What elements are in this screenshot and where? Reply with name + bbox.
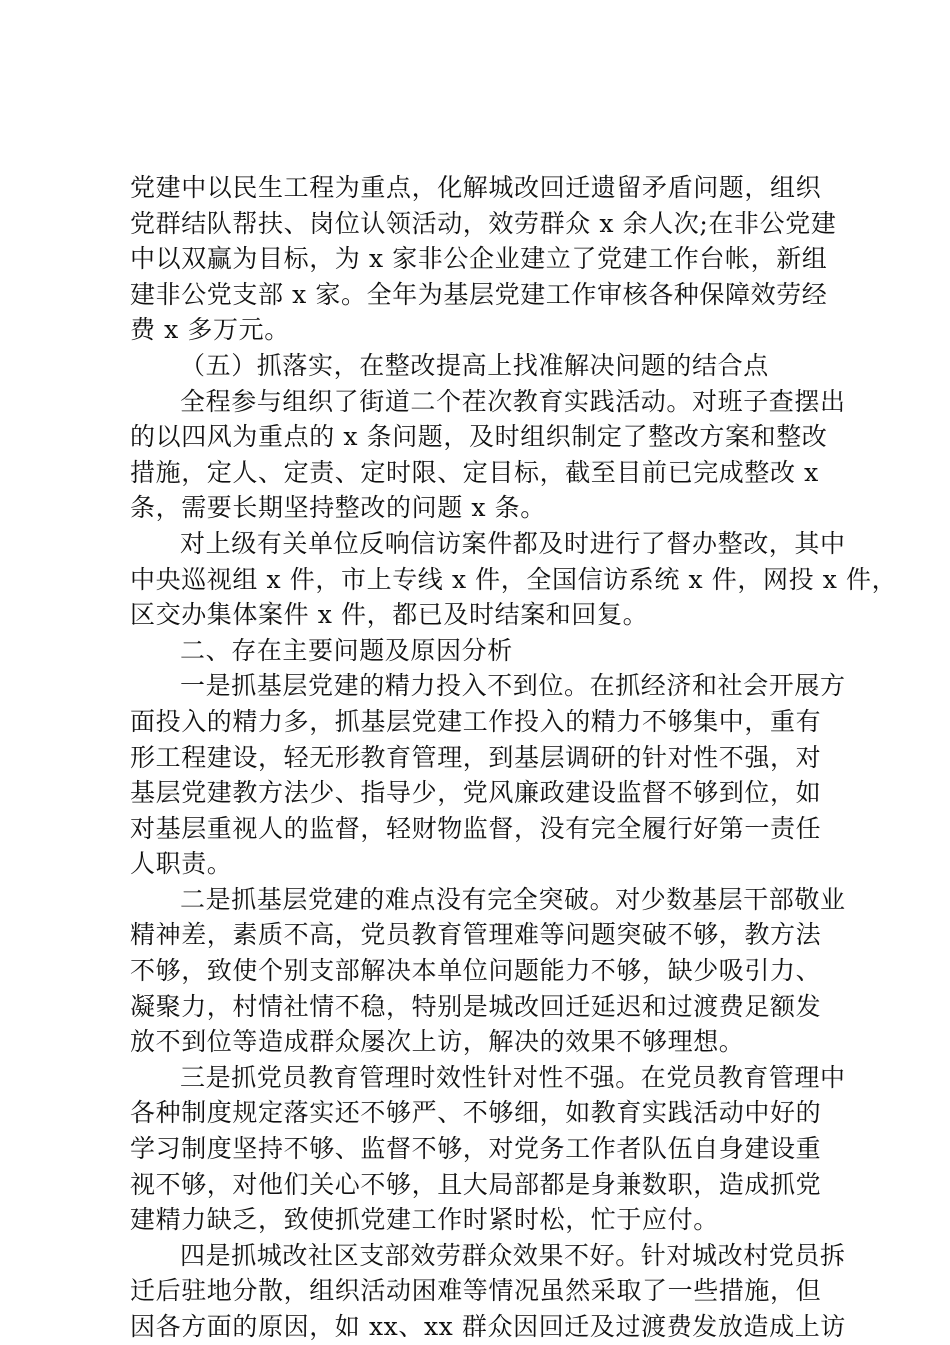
text-line: 放不到位等造成群众屡次上访，解决的效果不够理想。	[130, 1027, 745, 1057]
text-line: 全程参与组织了街道二个茬次教育实践活动。对班子查摆出	[180, 386, 846, 416]
paragraph-p4	[130, 526, 898, 633]
text-line: 不够，致使个别支部解决本单位问题能力不够，缺少吸引力、	[130, 956, 822, 986]
document-body	[130, 170, 898, 1345]
paragraph-p6	[130, 668, 846, 882]
text-line: 二是抓基层党建的难点没有完全突破。对少数基层干部敬业	[180, 884, 846, 914]
text-line: 人职责。	[130, 849, 233, 879]
text-line: 基层党建教方法少、指导少，党风廉政建设监督不够到位，如	[130, 778, 822, 808]
text-line: 条，需要长期坚持整改的问题 x 条。	[130, 493, 546, 523]
paragraph-p3	[130, 384, 846, 526]
text-line: 党群结队帮扶、岗位认领活动，效劳群众 x 余人次;在非公党建	[130, 208, 837, 238]
text-line: 一是抓基层党建的精力投入不到位。在抓经济和社会开展方	[180, 671, 846, 701]
text-line: 对上级有关单位反响信访案件都及时进行了督办整改，其中	[180, 528, 846, 558]
text-line: 费 x 多万元。	[130, 315, 290, 345]
text-line: 学习制度坚持不够、监督不够，对党务工作者队伍自身建设重	[130, 1134, 822, 1164]
paragraph-p2	[130, 348, 826, 384]
text-line: 因各方面的原因，如 xx、xx 群众因回迁及过渡费发放造成上访	[130, 1312, 846, 1341]
paragraph-p5	[130, 633, 826, 669]
text-line: 中央巡视组 x 件，市上专线 x 件，全国信访系统 x 件，网投 x 件，	[130, 564, 898, 594]
text-line: 视不够，对他们关心不够，且大局部都是身兼数职，造成抓党	[130, 1169, 822, 1199]
text-line: 三是抓党员教育管理时效性针对性不强。在党员教育管理中	[180, 1062, 846, 1092]
text-line: 二、存在主要问题及原因分析	[180, 635, 513, 665]
text-line: 区交办集体案件 x 件，都已及时结案和回复。	[130, 600, 649, 630]
paragraph-p8	[130, 1060, 846, 1238]
paragraph-p1	[130, 170, 837, 348]
text-line: 建非公党支部 x 家。全年为基层党建工作审核各种保障效劳经	[130, 279, 828, 309]
text-line: （五）抓落实，在整改提高上找准解决问题的结合点	[180, 350, 769, 380]
text-line: 四是抓城改社区支部效劳群众效果不好。针对城改村党员拆	[180, 1240, 846, 1270]
text-line: 党建中以民生工程为重点，化解城改回迁遗留矛盾问题，组织	[130, 173, 822, 202]
text-line: 各种制度规定落实还不够严、不够细，如教育实践活动中好的	[130, 1098, 822, 1128]
text-line: 凝聚力，村情社情不稳，特别是城改回迁延迟和过渡费足额发	[130, 991, 822, 1021]
text-line: 精神差，素质不高，党员教育管理难等问题突破不够，教方法	[130, 920, 822, 950]
text-line: 中以双赢为目标，为 x 家非公企业建立了党建工作台帐，新组	[130, 244, 828, 274]
text-line: 面投入的精力多，抓基层党建工作投入的精力不够集中，重有	[130, 706, 822, 736]
text-line: 措施，定人、定责、定时限、定目标，截至目前已完成整改 x	[130, 457, 819, 487]
paragraph-p7	[130, 882, 846, 1060]
text-line: 建精力缺乏，致使抓党建工作时紧时松，忙于应付。	[130, 1205, 719, 1235]
text-line: 迁后驻地分散，组织活动困难等情况虽然采取了一些措施，但	[130, 1276, 822, 1306]
text-line: 的以四风为重点的 x 条问题，及时组织制定了整改方案和整改	[130, 422, 828, 452]
paragraph-p9	[130, 1238, 846, 1345]
text-line: 形工程建设，轻无形教育管理，到基层调研的针对性不强，对	[130, 742, 822, 772]
text-line: 对基层重视人的监督，轻财物监督，没有完全履行好第一责任	[130, 813, 822, 843]
